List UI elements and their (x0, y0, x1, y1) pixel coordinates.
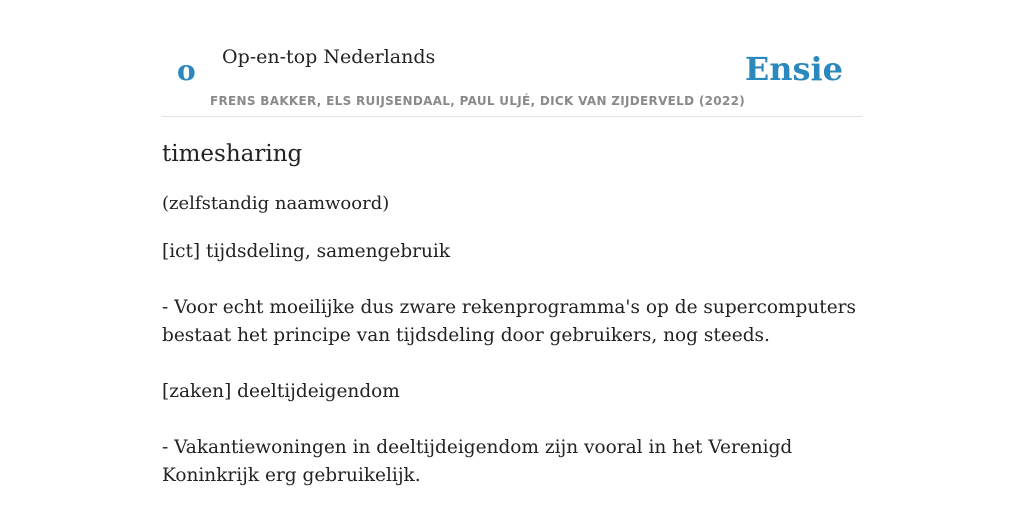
entry-term: timesharing (162, 141, 303, 167)
source-title[interactable]: Op-en-top Nederlands (222, 46, 436, 68)
source-logo-icon: o (177, 54, 196, 87)
source-header (162, 0, 862, 117)
spacer (162, 406, 862, 434)
source-authors: FRENS BAKKER, ELS RUIJSENDAAL, PAUL ULJÉ, DICK VAN ZIJDERVELD (2022) (210, 94, 746, 108)
part-of-speech: (zelfstandig naamwoord) (162, 193, 390, 214)
sense-1-example: - Voor echt moeilijke dus zware rekenprogramma's op de supercomputers bestaat het principe van tijdsdeling door gebruikers, nog steeds. (162, 297, 856, 346)
spacer (162, 350, 862, 378)
entry-content (162, 138, 862, 490)
sense-2-example: - Vakantiewoningen in deeltijdeigendom zijn vooral in het Verenigd Koninkrijk erg gebruikelijk. (162, 437, 793, 486)
ensie-logo[interactable]: Ensie (744, 50, 843, 88)
spacer (162, 266, 862, 294)
sense-1-definition: [ict] tijdsdeling, samengebruik (162, 241, 451, 262)
sense-2-definition: [zaken] deeltijdeigendom (162, 381, 400, 402)
